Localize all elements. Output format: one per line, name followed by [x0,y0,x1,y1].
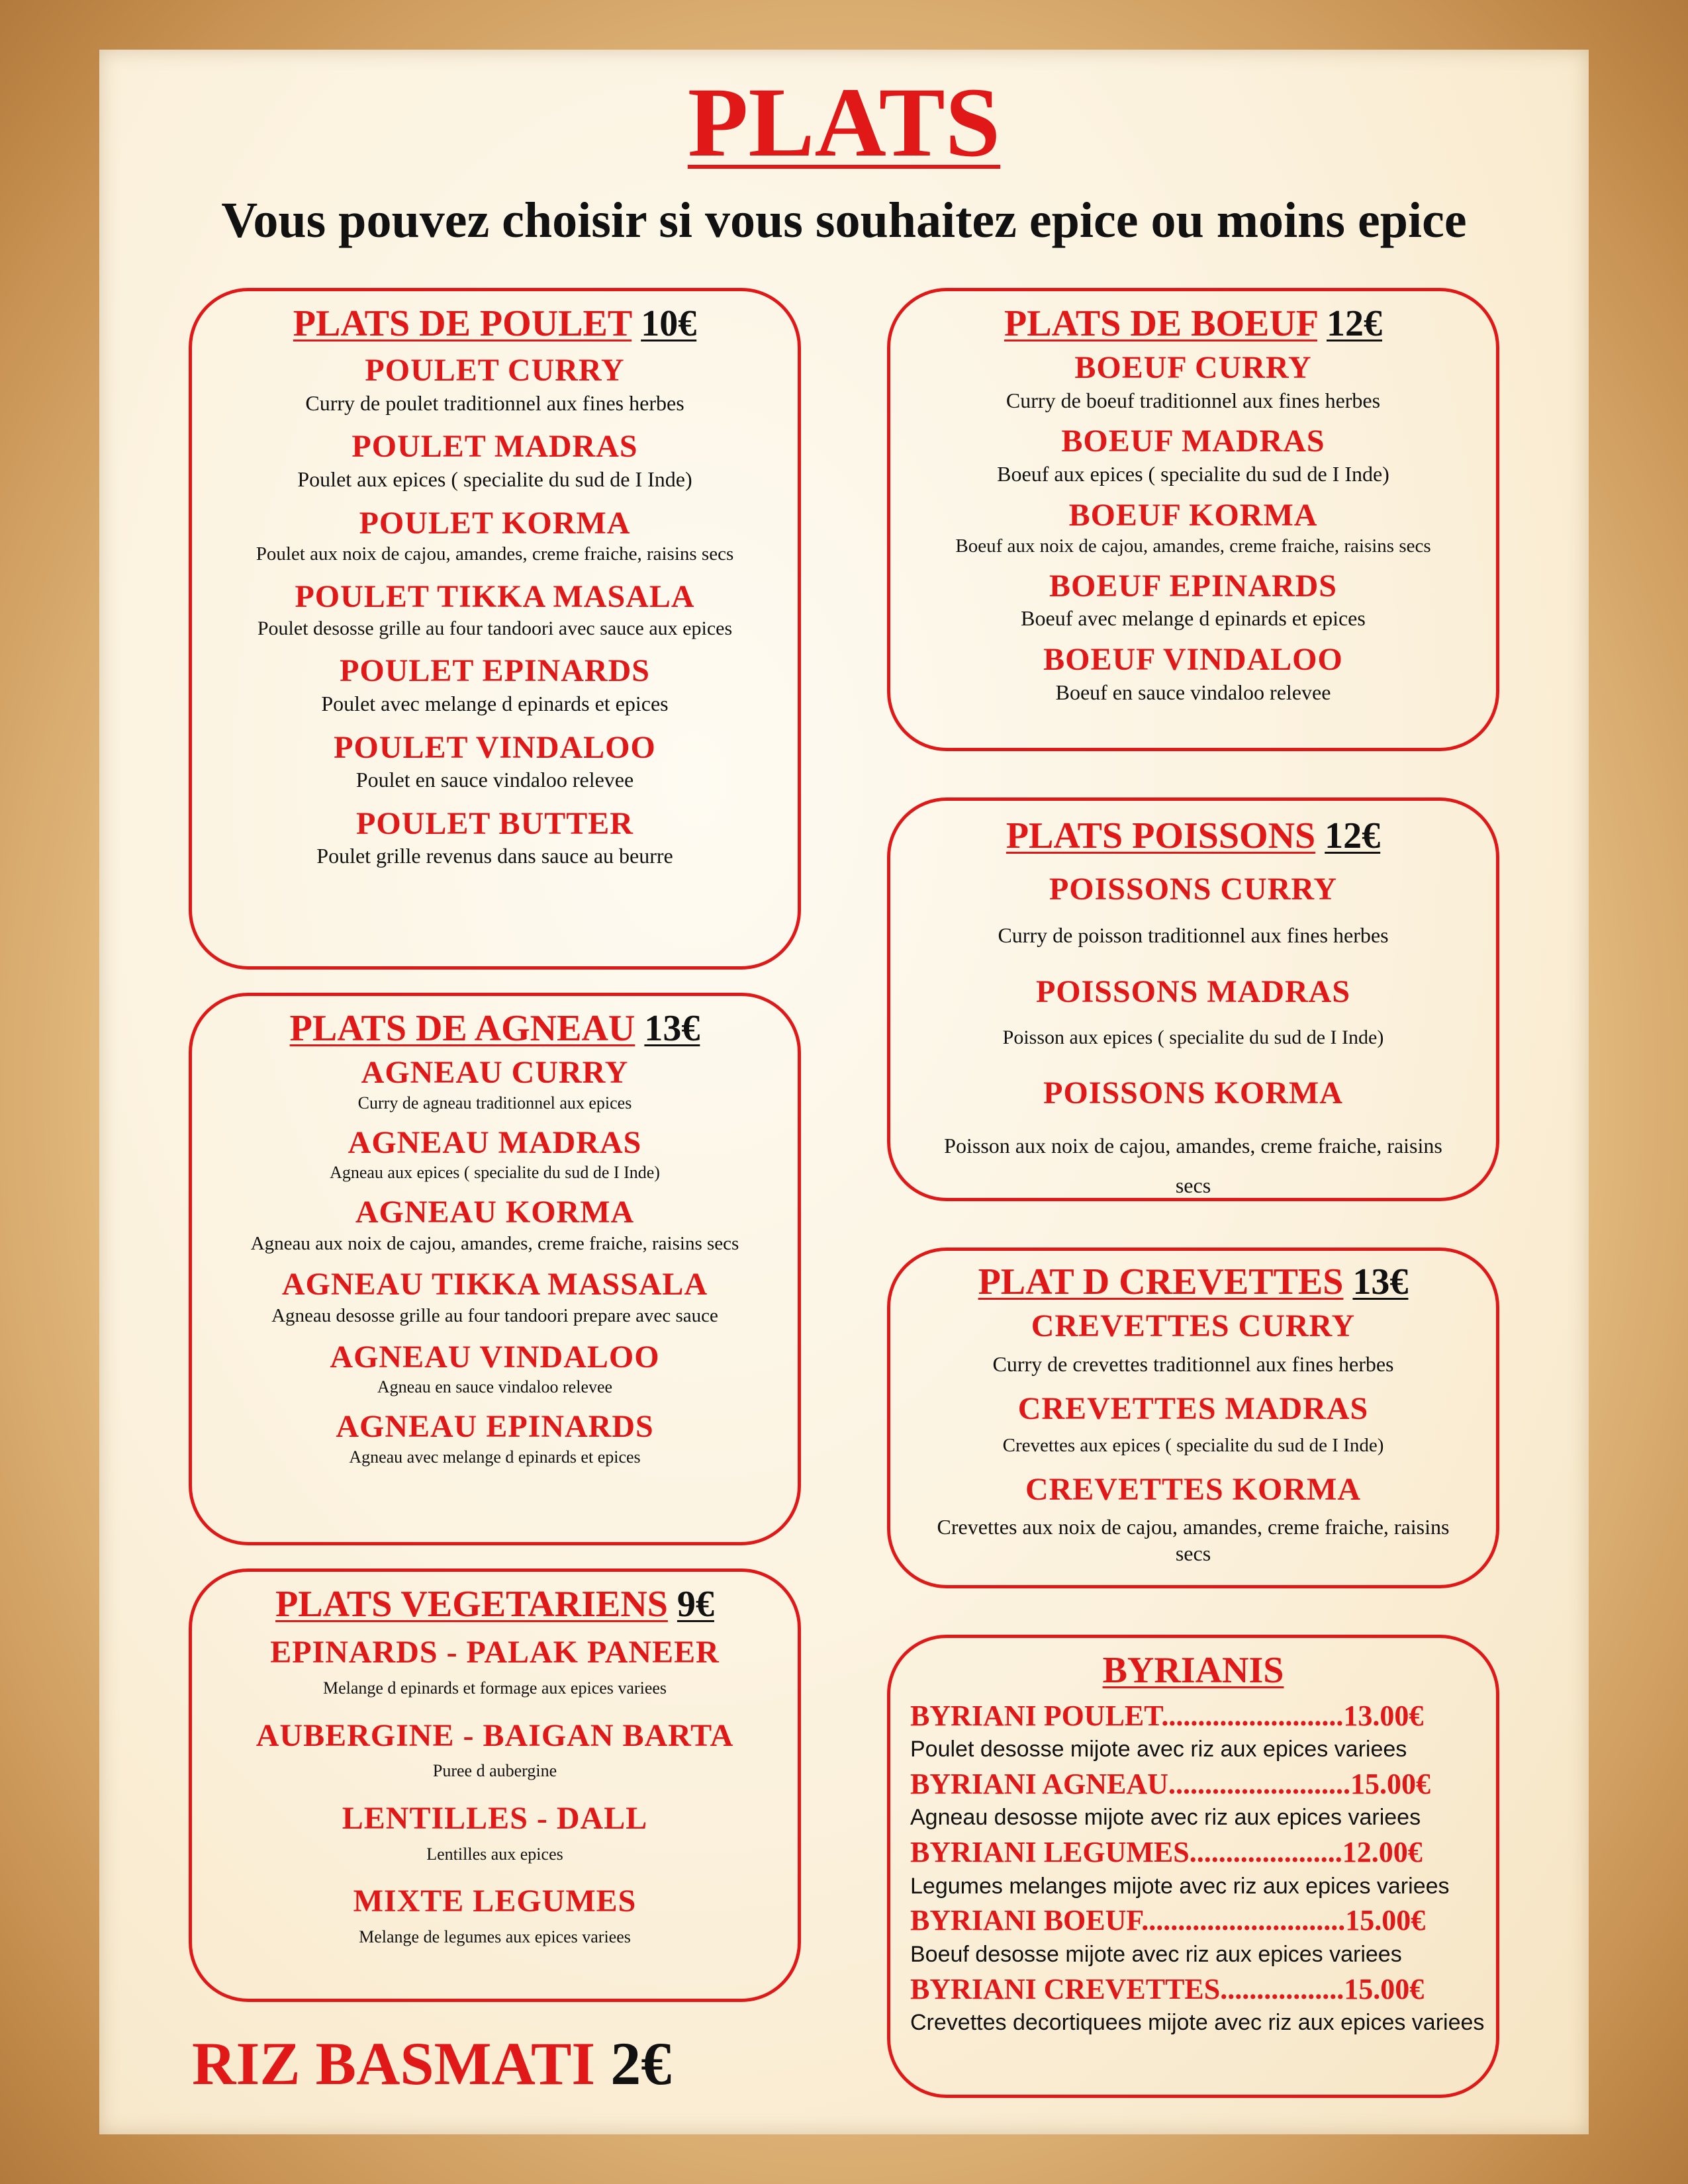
section-poulet [189,288,801,970]
byriani-item [890,1901,1496,1970]
section-agneau [189,993,801,1545]
dish-name: EPINARDS - PALAK PANEER [270,1635,720,1670]
riz-price: 2€ [610,2030,672,2097]
dish-desc: Boeuf avec melange d epinards et epices [1021,606,1366,631]
section-poissons [887,797,1499,1201]
byriani-item [890,1697,1496,1765]
dish-name: BOEUF CURRY [1074,350,1312,386]
byriani-desc: Legumes melanges mijote avec riz aux epices variees [910,1873,1450,1899]
dish-desc: Poisson aux noix de cajou, amandes, creme fraiche, raisins secs [944,1133,1442,1198]
dish-name: AGNEAU TIKKA MASSALA [281,1267,708,1302]
dish-name: POISSONS KORMA [1043,1075,1343,1111]
section-boeuf [887,288,1499,751]
section-price: 12€ [1326,303,1382,344]
dish-name: POULET KORMA [359,505,631,541]
section-price: 12€ [1325,815,1381,856]
section-byrianis [887,1635,1499,2098]
byriani-name: BYRIANI POULET.........................13.00€ [910,1700,1424,1733]
dish-name: AGNEAU EPINARDS [336,1408,654,1444]
byriani-item [890,1970,1496,2038]
byriani-desc: Agneau desosse mijote avec riz aux epices variees [910,1805,1421,1831]
section-price: 10€ [641,303,697,344]
section-title: PLATS DE AGNEAU [289,1008,635,1049]
dish-name: CREVETTES MADRAS [1017,1391,1369,1427]
dish-desc: Lentilles aux epices [426,1844,563,1864]
byriani-desc: Boeuf desosse mijote avec riz aux epices variees [910,1941,1402,1967]
section-price: 13€ [644,1008,700,1049]
dish-name: AGNEAU MADRAS [348,1124,642,1160]
dish-desc: Agneau aux noix de cajou, amandes, creme fraiche, raisins secs [250,1232,739,1254]
byriani-desc: Crevettes decortiquees mijote avec riz aux epices variees [910,2009,1485,2035]
section-price: 13€ [1352,1261,1409,1302]
dish-name: POISSONS MADRAS [1035,974,1351,1010]
dish-desc: Curry de agneau traditionnel aux epices [357,1093,632,1113]
section-title: PLATS DE BOEUF [1004,303,1317,344]
page-title: PLATS [687,68,1001,177]
section-header [890,1260,1496,1304]
dish-desc: Boeuf en sauce vindaloo relevee [1055,680,1331,704]
dish-desc: Crevettes aux epices ( specialite du sud de I Inde) [1002,1434,1384,1456]
dish-name: AGNEAU CURRY [361,1055,629,1091]
dish-name: POULET EPINARDS [340,653,650,689]
dish-name: BOEUF VINDALOO [1043,642,1343,678]
dish-name: POULET MADRAS [352,429,638,465]
dish-desc: Poulet desosse grille au four tandoori avec sauce aux epices [257,617,733,640]
dish-name: CREVETTES CURRY [1031,1308,1356,1344]
dish-desc: Agneau avec melange d epinards et epices [349,1447,641,1467]
dish-name: POULET TIKKA MASALA [295,578,695,614]
section-title: PLATS POISSONS [1006,815,1316,856]
byriani-item [890,1833,1496,1901]
dish-desc: Agneau aux epices ( specialite du sud de I Inde) [330,1163,660,1183]
byriani-name: BYRIANI BOEUF............................15.00€ [910,1904,1426,1937]
dish-name: POISSONS CURRY [1049,872,1338,907]
riz-label: RIZ BASMATI [192,2030,596,2097]
dish-name: AUBERGINE - BAIGAN BARTA [256,1717,734,1753]
dish-name: CREVETTES KORMA [1025,1471,1362,1507]
dish-desc: Agneau desosse grille au four tandoori prepare avec sauce [271,1304,718,1326]
dish-desc: Melange de legumes aux epices variees [359,1927,631,1946]
dish-desc: Curry de crevettes traditionnel aux fines herbes [992,1351,1394,1376]
section-header [890,814,1496,858]
dish-desc: Curry de poisson traditionnel aux fines herbes [998,923,1389,947]
section-header [890,302,1496,346]
dish-desc: Poulet en sauce vindaloo relevee [355,768,634,792]
dish-desc: Agneau en sauce vindaloo relevee [377,1377,613,1397]
dish-desc: Poulet aux noix de cajou, amandes, creme fraiche, raisins secs [256,543,734,565]
section-title: BYRIANIS [1102,1650,1284,1691]
byriani-desc: Poulet desosse mijote avec riz aux epices variees [910,1737,1407,1762]
section-title: PLATS VEGETARIENS [275,1584,668,1625]
byriani-name: BYRIANI CREVETTES.................15.00€ [910,1972,1425,2005]
dish-name: POULET BUTTER [356,805,633,841]
section-price: 9€ [677,1584,714,1625]
dish-desc: Poulet aux epices ( specialite du sud de I Inde) [297,467,692,491]
dish-name: LENTILLES - DALL [342,1800,648,1836]
riz-basmati [192,2028,671,2099]
dish-desc: Curry de boeuf traditionnel aux fines herbes [1006,388,1381,412]
dish-desc: Poisson aux epices ( specialite du sud de I Inde) [1002,1026,1384,1048]
section-title: PLAT D CREVETTES [978,1261,1344,1302]
page-subtitle: Vous pouvez choisir si vous souhaitez epice ou moins epice [221,193,1467,248]
dish-name: BOEUF MADRAS [1061,424,1325,459]
dish-name: POULET VINDALOO [334,729,656,765]
dish-desc: Melange d epinards et formage aux epices variees [322,1678,667,1698]
dish-desc: Boeuf aux epices ( specialite du sud de I Inde) [997,461,1389,486]
section-header [192,1007,798,1051]
section-title: PLATS DE POULET [293,303,632,344]
byriani-item [890,1765,1496,1833]
section-crevettes [887,1248,1499,1588]
dish-desc: Poulet grille revenus dans sauce au beurre [316,844,673,868]
dish-desc: Boeuf aux noix de cajou, amandes, creme fraiche, raisins secs [955,535,1431,557]
dish-name: AGNEAU KORMA [355,1194,635,1230]
section-header [192,302,798,346]
dish-desc: Crevettes aux noix de cajou, amandes, creme fraiche, raisins secs [937,1515,1450,1566]
dish-name: AGNEAU VINDALOO [330,1339,660,1375]
dish-desc: Puree d aubergine [432,1761,557,1781]
byriani-name: BYRIANI LEGUMES.....................12.00€ [910,1836,1423,1869]
dish-name: BOEUF EPINARDS [1049,568,1337,604]
section-header [890,1649,1496,1693]
dish-desc: Poulet avec melange d epinards et epices [321,692,669,716]
section-header [192,1582,798,1627]
dish-name: MIXTE LEGUMES [353,1884,637,1919]
dish-desc: Curry de poulet traditionnel aux fines herbes [305,390,684,415]
section-vegetariens [189,1569,801,2002]
dish-name: POULET CURRY [365,353,625,388]
dish-name: BOEUF KORMA [1068,497,1318,533]
byriani-name: BYRIANI AGNEAU.........................15.00€ [910,1768,1430,1801]
